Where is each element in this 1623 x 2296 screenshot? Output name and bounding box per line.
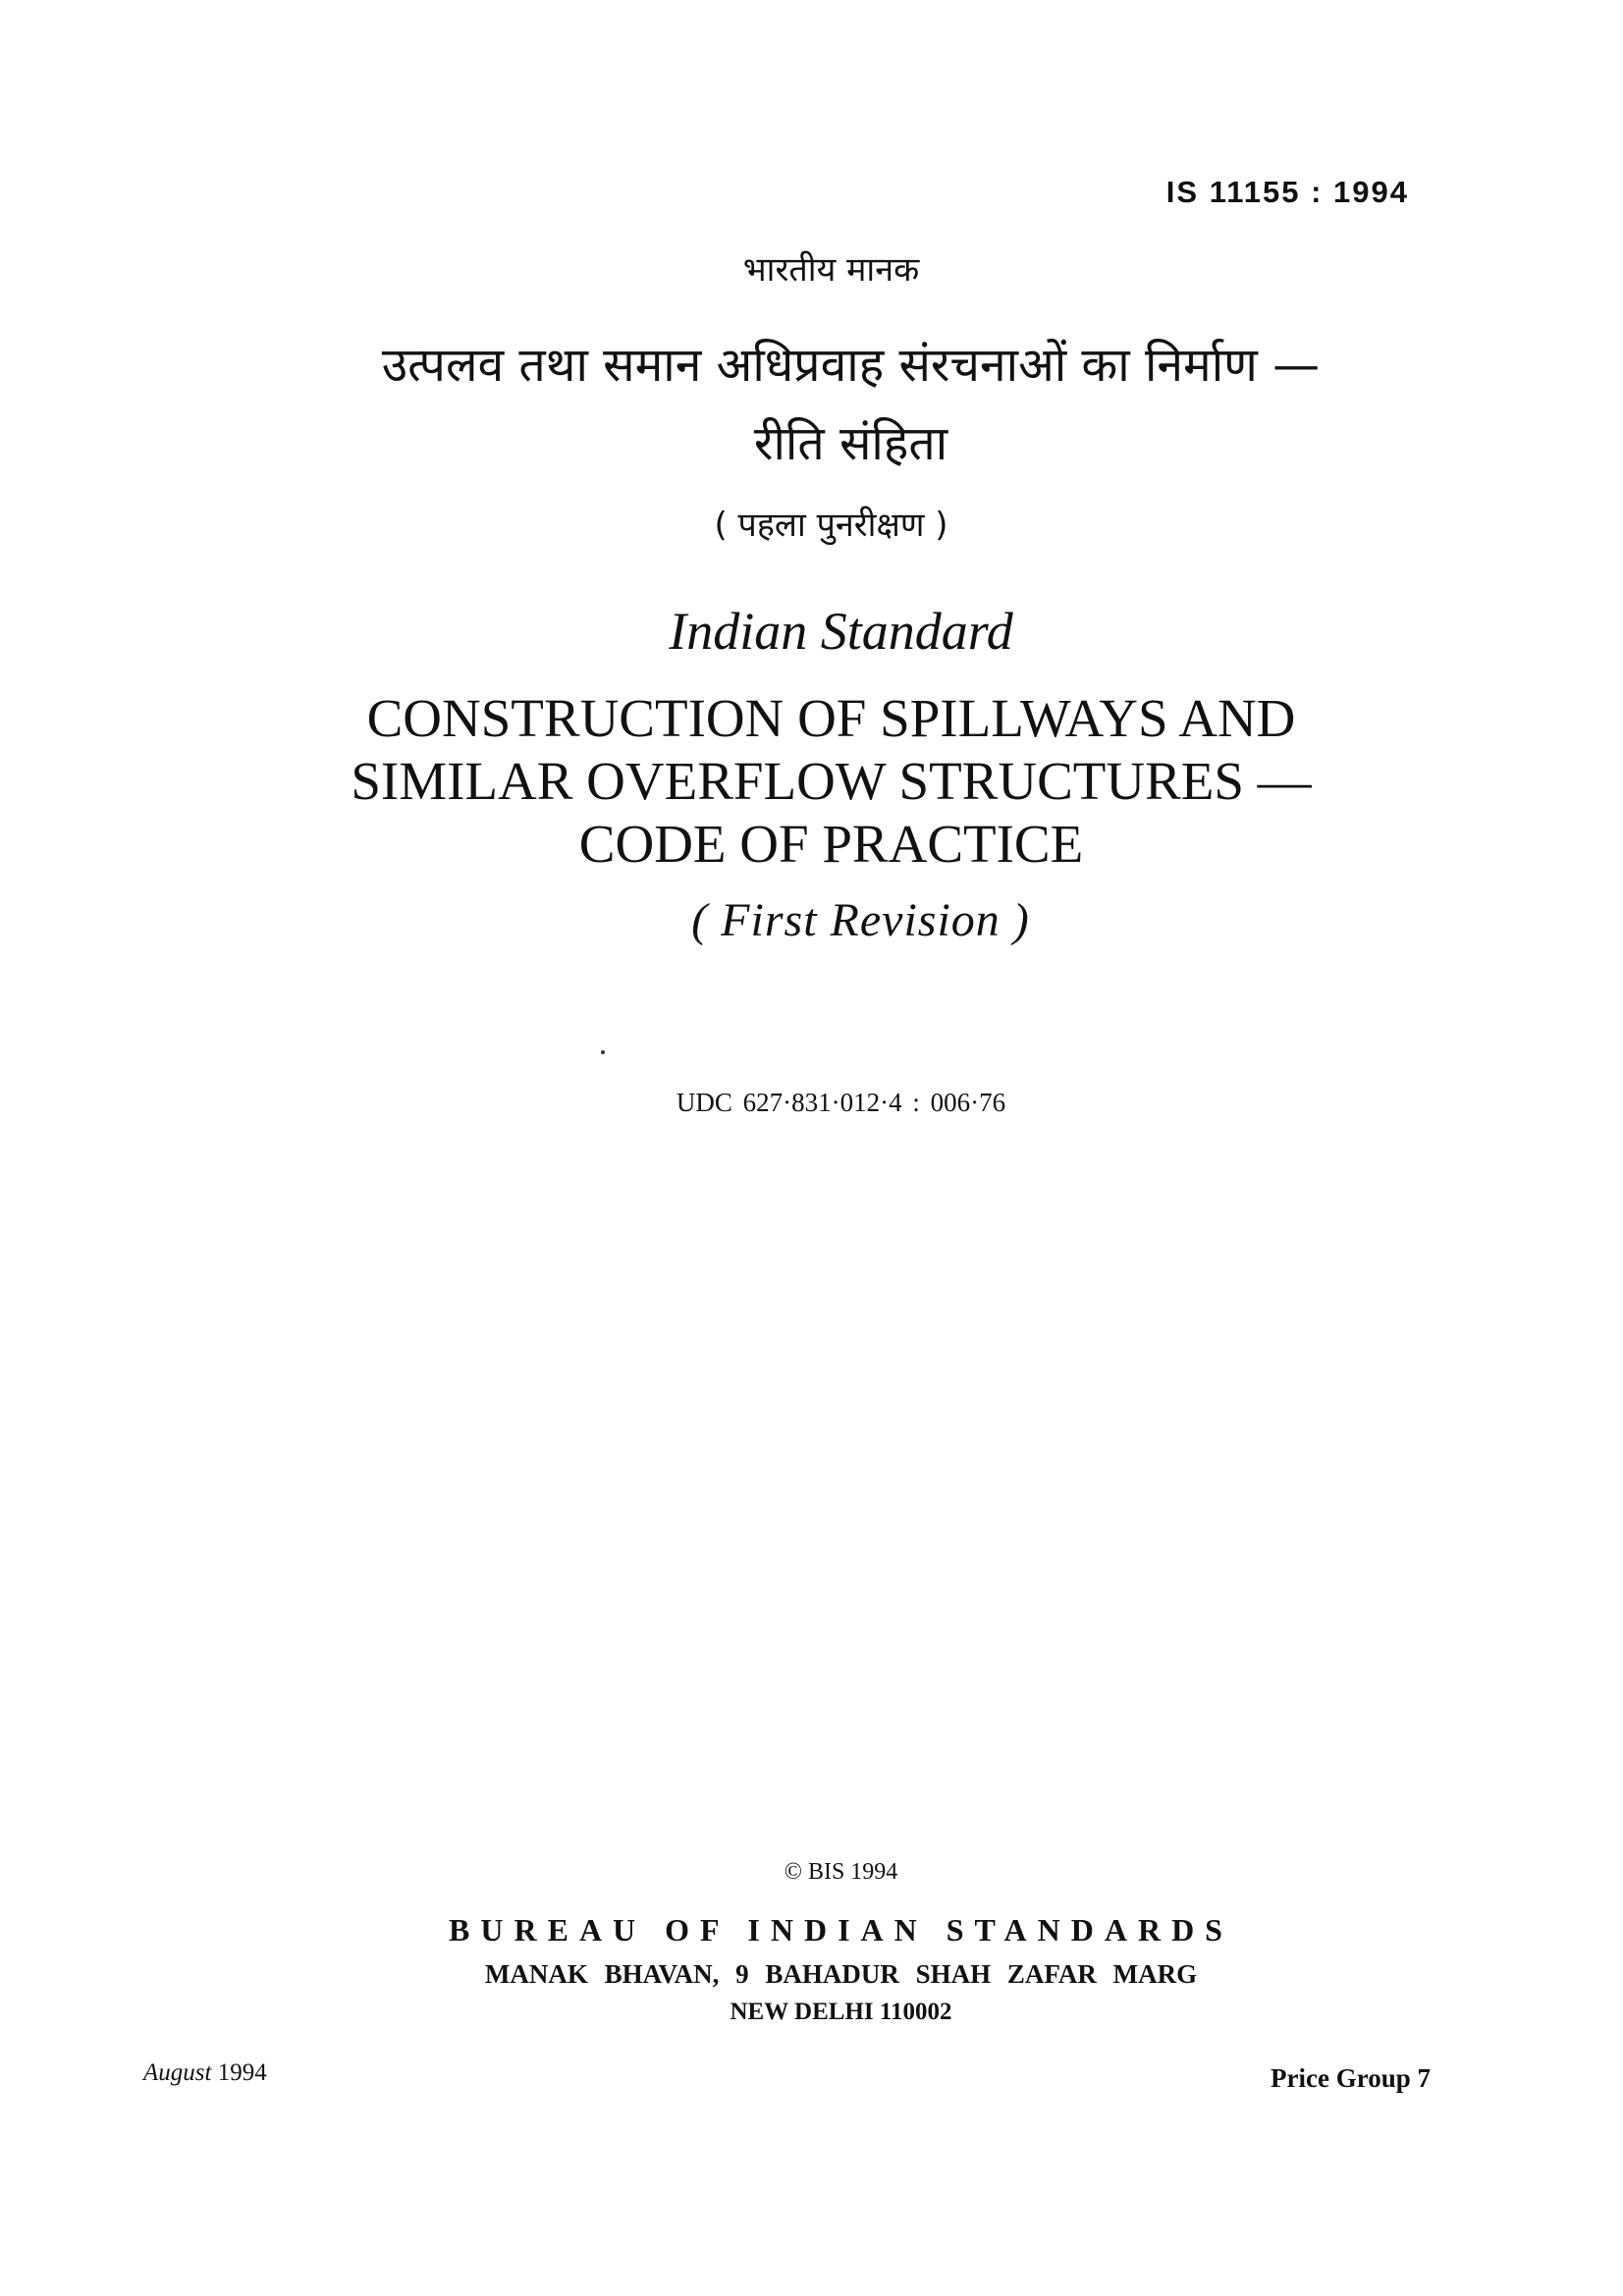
publisher-address-line-1: MANAK BHAVAN, 9 BAHADUR SHAH ZAFAR MARG (484, 1959, 1198, 1989)
publication-year: 1994 (217, 2059, 267, 2086)
standard-number: IS 11155 : 1994 (1165, 175, 1409, 209)
english-title (0, 687, 1623, 876)
english-label: Indian Standard (669, 602, 1013, 661)
publisher-name: BUREAU OF INDIAN STANDARDS (449, 1912, 1233, 1948)
hindi-revision: ( पहला पुनरीक्षण ) (714, 506, 948, 545)
publication-date (143, 2059, 267, 2087)
english-title-line-2: SIMILAR OVERFLOW STRUCTURES — (351, 751, 1312, 811)
english-title-line-3: CODE OF PRACTICE (578, 814, 1084, 874)
price-group: Price Group 7 (1271, 2063, 1431, 2093)
scan-speck (601, 1050, 605, 1054)
publication-month: August (143, 2059, 212, 2086)
hindi-title (0, 326, 1623, 483)
publisher-address-line-2: NEW DELHI 110002 (730, 1999, 952, 2025)
udc-classification: UDC 627·831·012·4 : 006·76 (676, 1088, 1006, 1117)
hindi-title-line-1: उत्पलव तथा समान अधिप्रवाह संरचनाओं का निर्माण — (381, 338, 1321, 393)
hindi-label: भारतीय मानक (742, 250, 920, 290)
english-title-line-1: CONSTRUCTION OF SPILLWAYS AND (366, 688, 1296, 748)
hindi-title-line-2: रीति संहिता (753, 416, 948, 471)
english-revision: ( First Revision ) (691, 894, 1030, 946)
copyright-notice: © BIS 1994 (784, 1859, 898, 1885)
